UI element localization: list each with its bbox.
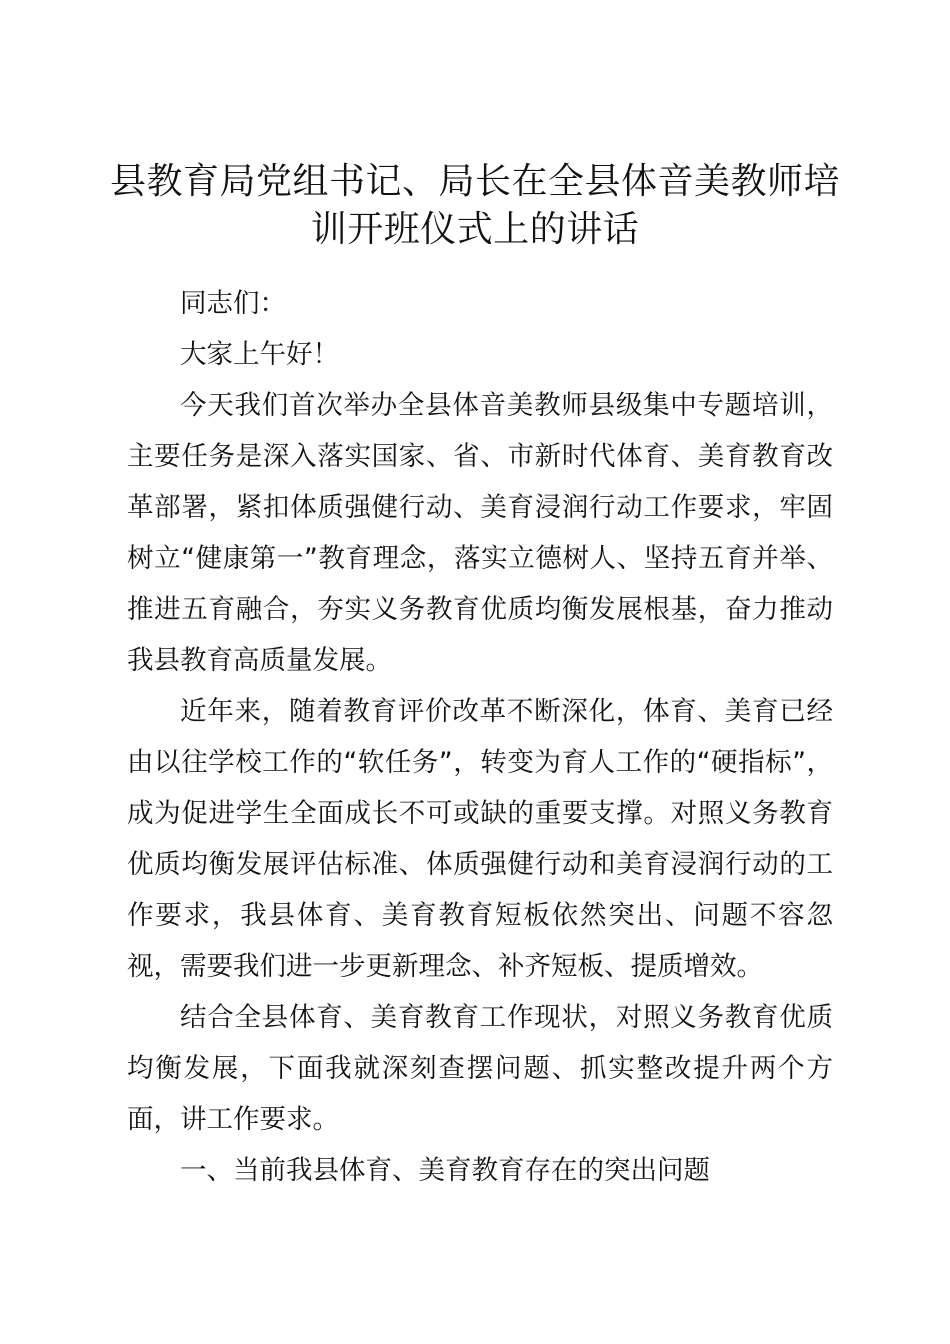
salutation: 同志们：: [180, 288, 286, 319]
paragraph-background: 近年来，随着教育评价改革不断深化，体育、美育已经由以往学校工作的“软任务”，转变为育人工作的“硬指标”，成为促进学生全面成长不可或缺的重要支撑。对照义务教育优质均衡发展评估标准、体质强健行动和美育浸润行动的工作要求，我县体育、美育教育短板依然突出、问题不容忽视，需要我们进一步更新理念、补齐短板、提质增效。: [127, 696, 833, 982]
paragraph-outline: 结合全县体育、美育教育工作现状，对照义务教育优质均衡发展，下面我就深刻查摆问题、抓实整改提升两个方面，讲工作要求。: [127, 1002, 833, 1135]
paragraph-intro: 今天我们首次举办全县体音美教师县级集中专题培训，主要任务是深入落实国家、省、市新时代体育、美育教育改革部署，紧扣体质强健行动、美育浸润行动工作要求，牢固树立“健康第一”教育理念，落实立德树人、坚持五育并举、推进五育融合，夯实义务教育优质均衡发展根基，奋力推动我县教育高质量发展。: [127, 390, 833, 676]
greeting: 大家上午好！: [180, 339, 339, 370]
section-heading-1: 一、当前我县体育、美育教育存在的突出问题: [180, 1155, 710, 1186]
document-body: [127, 278, 833, 1196]
document-title: 县教育局党组书记、局长在全县体音美教师培训开班仪式上的讲话: [109, 161, 840, 250]
